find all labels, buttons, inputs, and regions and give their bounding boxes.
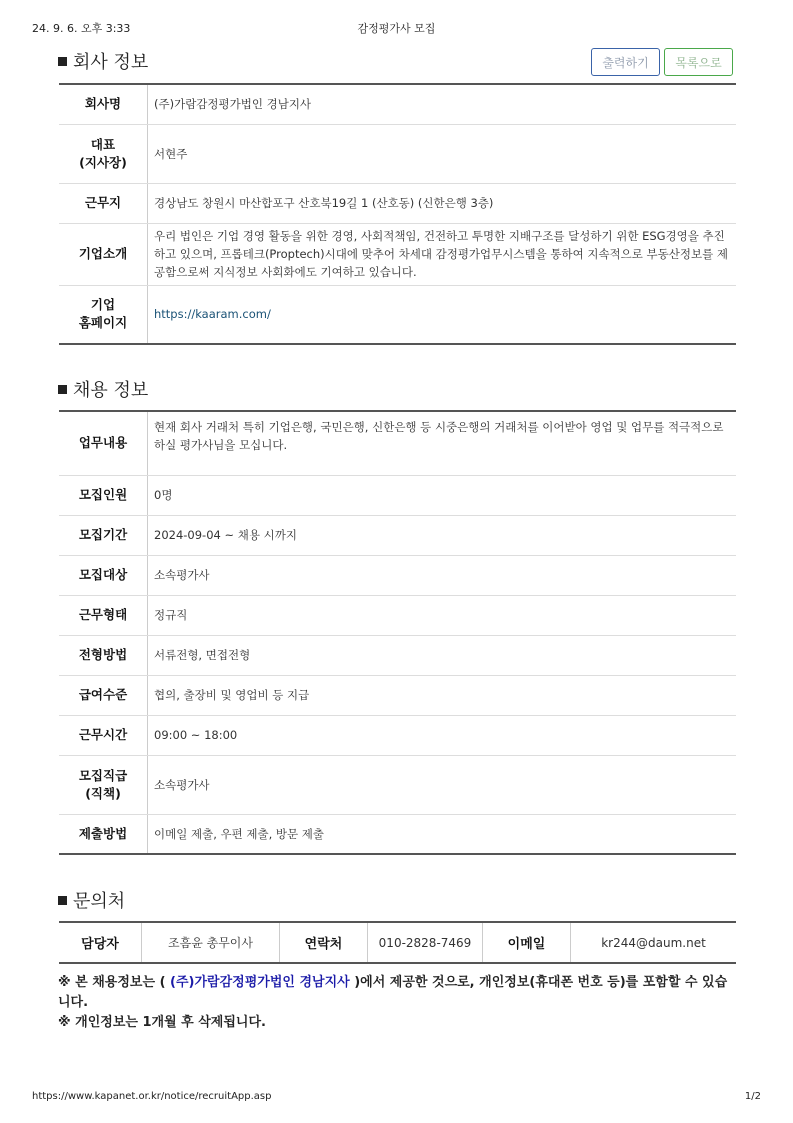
row-value: 서류전형, 면접전형	[148, 635, 737, 675]
row-label: 급여수준	[59, 675, 148, 715]
row-label: 대표 (지사장)	[59, 124, 148, 183]
recruit-info-table	[59, 410, 736, 855]
table-row	[59, 124, 736, 183]
email-label: 이메일	[507, 937, 546, 952]
table-row	[59, 715, 736, 755]
manager-value: 조흠윤 총무이사	[142, 922, 280, 963]
row-label: 모집대상	[59, 555, 148, 595]
list-button[interactable]: 목록으로	[664, 48, 733, 76]
notice-suffix: )에서 제공한 것으로, 개인정보(휴대폰 번호 등)를 포함할 수 있습니다.	[58, 975, 728, 1010]
row-value: 0명	[148, 475, 737, 515]
company-section-label: 회사 정보	[73, 52, 149, 73]
table-row	[59, 675, 736, 715]
table-row	[59, 635, 736, 675]
notice-line-1	[58, 973, 738, 1013]
table-row	[59, 223, 736, 285]
table-row	[59, 555, 736, 595]
table-row	[59, 814, 736, 854]
square-bullet-icon	[58, 385, 67, 394]
row-label: 전형방법	[59, 635, 148, 675]
row-label: 업무내용	[59, 411, 148, 475]
phone-label: 연락처	[304, 937, 343, 952]
notice	[58, 973, 738, 1033]
recruit-section-label: 채용 정보	[73, 380, 149, 401]
company-section-title	[58, 48, 148, 74]
row-label: 모집인원	[59, 475, 148, 515]
homepage-link[interactable]: https://kaaram.com/	[154, 307, 271, 322]
square-bullet-icon	[58, 896, 67, 905]
row-label: 모집직급 (직책)	[59, 755, 148, 814]
print-date: 24. 9. 6. 오후 3:33	[32, 22, 131, 35]
row-value: 2024-09-04 ~ 채용 시까지	[148, 515, 737, 555]
row-value: 09:00 ~ 18:00	[148, 715, 737, 755]
row-label: 모집기간	[59, 515, 148, 555]
table-row	[59, 285, 736, 344]
table-row	[59, 84, 736, 124]
row-value: 현재 회사 거래처 특히 기업은행, 국민은행, 신한은행 등 시중은행의 거래처를 이어받아 영업 및 업무를 적극적으로 하실 평가사님을 모십니다.	[148, 411, 737, 475]
manager-label: 담당자	[81, 937, 119, 952]
row-label: 근무형태	[59, 595, 148, 635]
table-row	[59, 595, 736, 635]
row-label: 근무지	[59, 183, 148, 223]
table-row	[59, 922, 736, 963]
row-label: 기업 홈페이지	[59, 285, 148, 344]
row-value: 경상남도 창원시 마산합포구 산호북19길 1 (산호동) (신한은행 3층)	[148, 183, 737, 223]
row-value: 서현주	[148, 124, 737, 183]
contact-table	[59, 921, 736, 964]
row-label: 제출방법	[59, 814, 148, 854]
row-value: 이메일 제출, 우편 제출, 방문 제출	[154, 826, 325, 841]
row-value	[148, 285, 737, 344]
row-value: 협의, 출장비 및 영업비 등 지급	[148, 675, 737, 715]
company-info-table	[59, 83, 736, 345]
row-value: 소속평가사	[148, 555, 737, 595]
table-row	[59, 475, 736, 515]
notice-company: (주)가람감정평가법인 경남지사	[170, 975, 350, 990]
row-label: 근무시간	[59, 715, 148, 755]
row-value: (주)가람감정평가법인 경남지사	[148, 84, 737, 124]
notice-prefix: ※ 본 채용정보는 (	[58, 975, 171, 990]
row-label: 회사명	[59, 84, 148, 124]
table-row	[59, 411, 736, 475]
phone-value: 010-2828-7469	[368, 922, 483, 963]
print-url: https://www.kapanet.or.kr/notice/recruitApp.asp	[32, 1091, 272, 1102]
print-page-number: 1/2	[744, 1091, 761, 1102]
print-button[interactable]: 출력하기	[591, 48, 660, 76]
print-page-title: 감정평가사 모집	[357, 22, 436, 35]
table-row	[59, 755, 736, 814]
row-value: 소속평가사	[148, 755, 737, 814]
recruit-section-title	[58, 376, 148, 402]
row-value: 정규직	[148, 595, 737, 635]
notice-line-2: ※ 개인정보는 1개월 후 삭제됩니다.	[58, 1015, 266, 1030]
contact-section-title	[58, 887, 125, 913]
contact-section-label: 문의처	[73, 891, 126, 912]
square-bullet-icon	[58, 57, 67, 66]
email-value: kr244@daum.net	[571, 922, 737, 963]
table-row	[59, 183, 736, 223]
row-label: 기업소개	[59, 223, 148, 285]
row-value: 우리 법인은 기업 경영 활동을 위한 경영, 사회적책임, 건전하고 투명한 지배구조를 달성하기 위한 ESG경영을 추진하고 있으며, 프롭테크(Proptech)시대에 맞추어 차세대 감정평가업무시스템을 통하여 지속적으로 부동산정보를 제공함으로써 지식정보 사회화에도 기여하고 있습니다.	[148, 223, 737, 285]
table-row	[59, 515, 736, 555]
